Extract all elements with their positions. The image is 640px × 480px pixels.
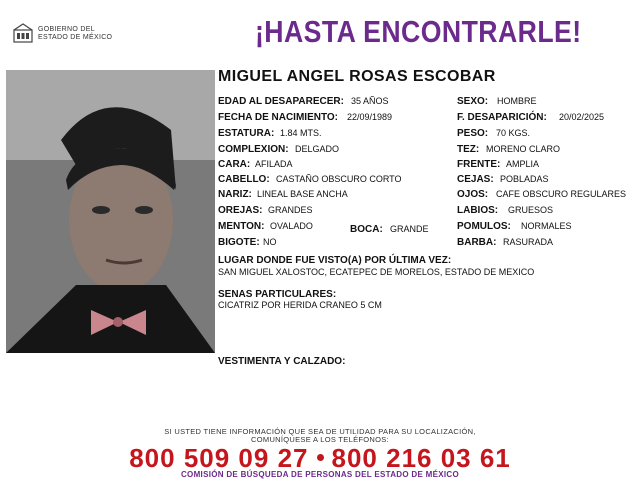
field-value: CAFE OBSCURO REGULARES: [496, 189, 627, 199]
field-label: CARA:: [218, 159, 251, 170]
field-value: NORMALES: [521, 221, 572, 231]
field-value: 35 AÑOS: [351, 96, 389, 106]
clothing-label: VESTIMENTA Y CALZADO:: [218, 356, 346, 367]
field-label: OJOS:: [457, 189, 489, 200]
field-value-boca: GRANDE: [390, 224, 429, 234]
missing-person-photo: [6, 70, 215, 353]
gov-line-2: ESTADO DE MÉXICO: [38, 34, 113, 41]
field-label: POMULOS:: [457, 221, 511, 232]
phone-1[interactable]: 800 509 09 27: [129, 443, 309, 473]
phone-2[interactable]: 800 216 03 61: [331, 443, 511, 473]
field-label: CABELLO:: [218, 174, 270, 185]
field-label: ESTATURA:: [218, 128, 275, 139]
field-label: CEJAS:: [457, 174, 494, 185]
field-value: GRUESOS: [508, 205, 554, 215]
field-label: OREJAS:: [218, 205, 263, 216]
field-label: TEZ:: [457, 144, 480, 155]
marks-label: SENAS PARTICULARES:: [218, 289, 337, 300]
person-name: MIGUEL ANGEL ROSAS ESCOBAR: [218, 68, 496, 85]
gov-line-1: GOBIERNO DEL: [38, 26, 95, 33]
field-value: OVALADO: [270, 221, 313, 231]
field-value: 70 KGS.: [496, 128, 531, 138]
field-label: F. DESAPARICIÓN:: [457, 112, 547, 123]
field-label: SEXO:: [457, 96, 489, 107]
field-value: AMPLIA: [506, 159, 540, 169]
portrait-illustration: [6, 70, 215, 353]
field-value: AFILADA: [255, 159, 293, 169]
field-label: PESO:: [457, 128, 489, 139]
field-label: BIGOTE:: [218, 237, 260, 248]
field-label: LABIOS:: [457, 205, 499, 216]
field-value: DELGADO: [295, 144, 340, 154]
field-value: MORENO CLARO: [486, 144, 561, 154]
field-label: COMPLEXION:: [218, 144, 289, 155]
field-label: FECHA DE NACIMIENTO:: [218, 112, 338, 123]
state-emblem-icon: [12, 22, 34, 44]
field-label: NARIZ:: [218, 189, 252, 200]
field-label: FRENTE:: [457, 159, 501, 170]
government-label: [38, 26, 112, 42]
last-seen-value: SAN MIGUEL XALOSTOC, ECATEPEC DE MORELOS, ESTADO DE MEXICO: [218, 267, 535, 277]
field-value: POBLADAS: [500, 174, 549, 184]
field-value: 1.84 MTS.: [280, 128, 322, 138]
field-label-boca: BOCA:: [350, 224, 383, 235]
field-value: HOMBRE: [497, 96, 537, 106]
field-value: LINEAL BASE ANCHA: [257, 189, 348, 199]
field-value: 22/09/1989: [347, 112, 393, 122]
field-label: EDAD AL DESAPARECER:: [218, 96, 344, 107]
field-value: NO: [263, 237, 277, 247]
headline: ¡HASTA ENCONTRARLE!: [255, 14, 582, 49]
field-value: GRANDES: [268, 205, 313, 215]
commission-name: COMISIÓN DE BÚSQUEDA DE PERSONAS DEL ESTADO DE MÉXICO: [180, 470, 459, 479]
footer-info-line-2: COMUNÍQUESE A LOS TELÉFONOS:: [251, 435, 389, 444]
last-seen-label: LUGAR DONDE FUE VISTO(A) POR ÚLTIMA VEZ:: [218, 255, 452, 266]
field-value: RASURADA: [503, 237, 554, 247]
separator-dot-icon: [317, 454, 324, 461]
field-value: CASTAÑO OBSCURO CORTO: [276, 174, 402, 184]
marks-value: CICATRIZ POR HERIDA CRANEO 5 CM: [218, 300, 382, 310]
field-label: MENTON:: [218, 221, 265, 232]
footer-info-line-1: SI USTED TIENE INFORMACIÓN QUE SEA DE UTILIDAD PARA SU LOCALIZACIÓN,: [164, 427, 476, 436]
field-label: BARBA:: [457, 237, 497, 248]
field-value: 20/02/2025: [559, 112, 605, 122]
